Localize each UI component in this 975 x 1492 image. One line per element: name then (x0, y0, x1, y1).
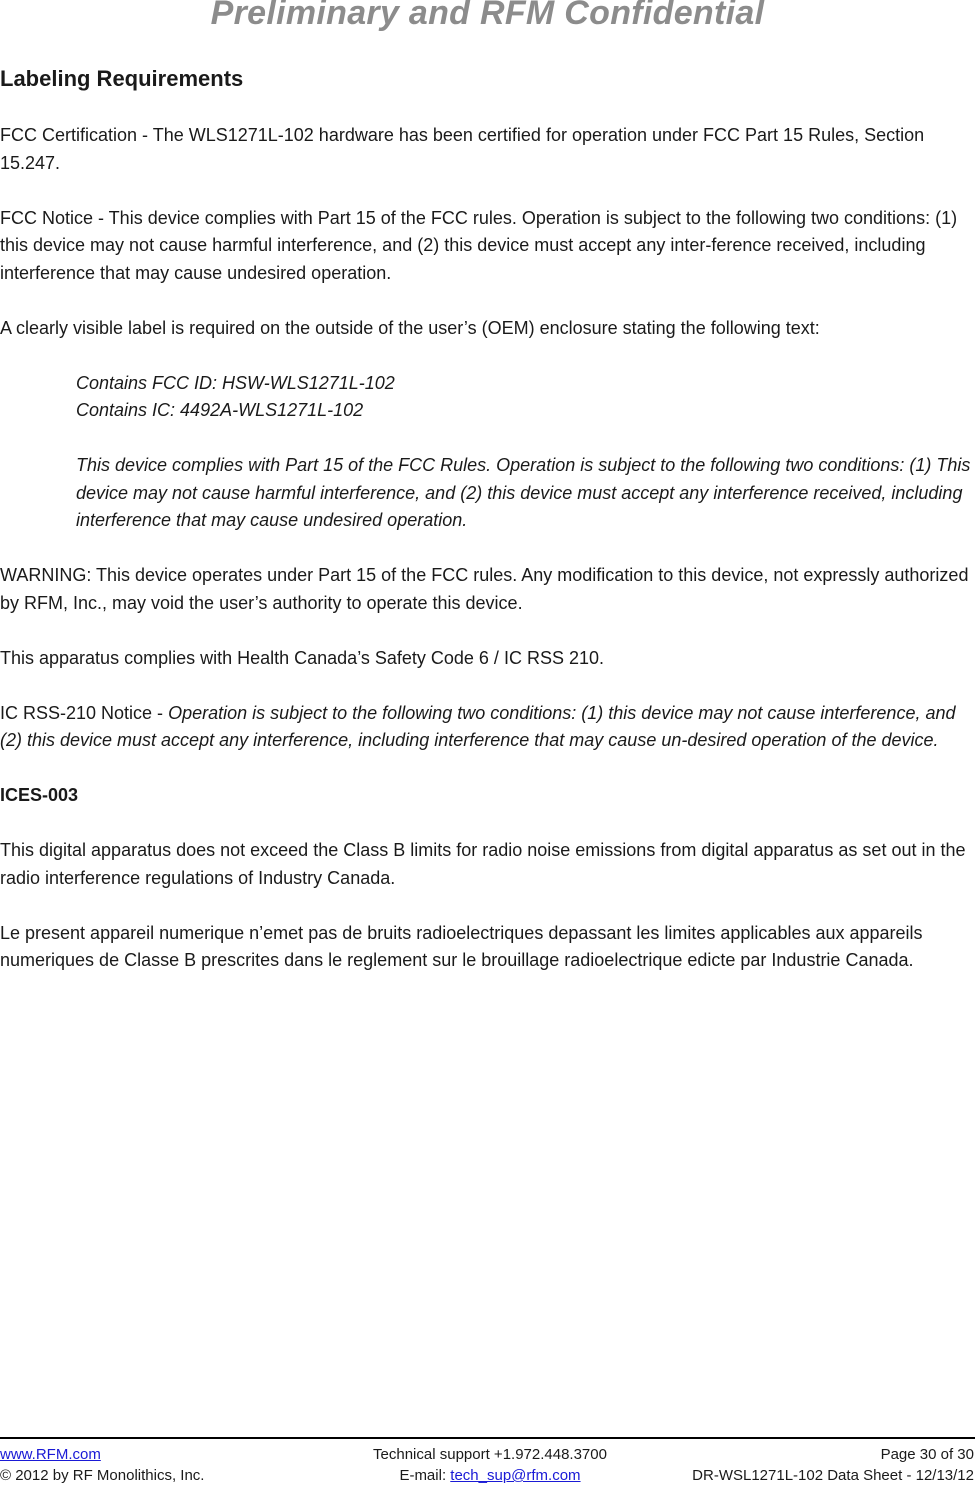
label-required-paragraph: A clearly visible label is required on the outside of the user’s (OEM) enclosure stating the following text: (0, 317, 820, 338)
email-label: E-mail: (399, 1467, 451, 1484)
ices-french-paragraph: Le present appareil numerique n’emet pas de bruits radioelectriques depassant les limites applicables aux appareils numeriques de Classe B prescrites dans le reglement sur le brouillage radioelectrique edicte par Industrie Canada. (0, 922, 923, 970)
fcc-certification-paragraph: FCC Certification - The WLS1271L-102 hardware has been certified for operation under FCC Part 15 Rules, Section 15.247. (0, 125, 925, 173)
label-compliance-text: This device complies with Part 15 of the FCC Rules. Operation is subject to the following two conditions: (1) This device may not cause harmful interference, and (2) this device must accept any interference received, including interference that may cause undesired operation. (76, 455, 971, 530)
health-canada-paragraph: This apparatus complies with Health Canada’s Safety Code 6 / IC RSS 210. (0, 647, 604, 668)
website-link[interactable]: www.RFM.com (0, 1446, 101, 1463)
ic-rss-notice-text: Operation is subject to the following two conditions: (1) this device may not cause interference, and (2) this device must accept any interference, including interference that may cause un-desired operation of the device. (0, 702, 956, 750)
ices-english-paragraph: This digital apparatus does not exceed the Class B limits for radio noise emissions from digital apparatus as set out in the radio interference regulations of Industry Canada. (0, 840, 966, 888)
ic-rss-notice-prefix: IC RSS-210 Notice - (0, 702, 169, 723)
page-footer (0, 1444, 975, 1486)
page-content (0, 64, 972, 1002)
ic-rss-notice-paragraph (0, 700, 972, 755)
technical-support-phone: Technical support +1.972.448.3700 (373, 1446, 607, 1463)
email-line (330, 1465, 650, 1486)
copyright-text: © 2012 by RF Monolithics, Inc. (0, 1467, 205, 1484)
fcc-notice-paragraph: FCC Notice - This device complies with Part 15 of the FCC rules. Operation is subject to the following two conditions: (1) this device may not cause harmful interference, and (2) this device must accept any inter-ference received, including interference that may cause undesired operation. (0, 207, 958, 283)
label-ic-id: Contains IC: 4492A-WLS1271L-102 (76, 400, 364, 420)
warning-paragraph: WARNING: This device operates under Part 15 of the FCC rules. Any modification to this device, not expressly authorized by RFM, Inc., may void the user’s authority to operate this device. (0, 565, 969, 613)
confidential-banner: Preliminary and RFM Confidential (210, 0, 765, 32)
ices-heading: ICES-003 (0, 785, 79, 805)
page-number: Page 30 of 30 (880, 1446, 974, 1463)
email-link[interactable]: tech_sup@rfm.com (450, 1467, 581, 1484)
footer-divider (0, 1437, 975, 1439)
label-fcc-id: Contains FCC ID: HSW-WLS1271L-102 (76, 372, 395, 393)
section-heading: Labeling Requirements (0, 66, 244, 91)
document-id: DR-WSL1271L-102 Data Sheet - 12/13/12 (692, 1467, 974, 1484)
